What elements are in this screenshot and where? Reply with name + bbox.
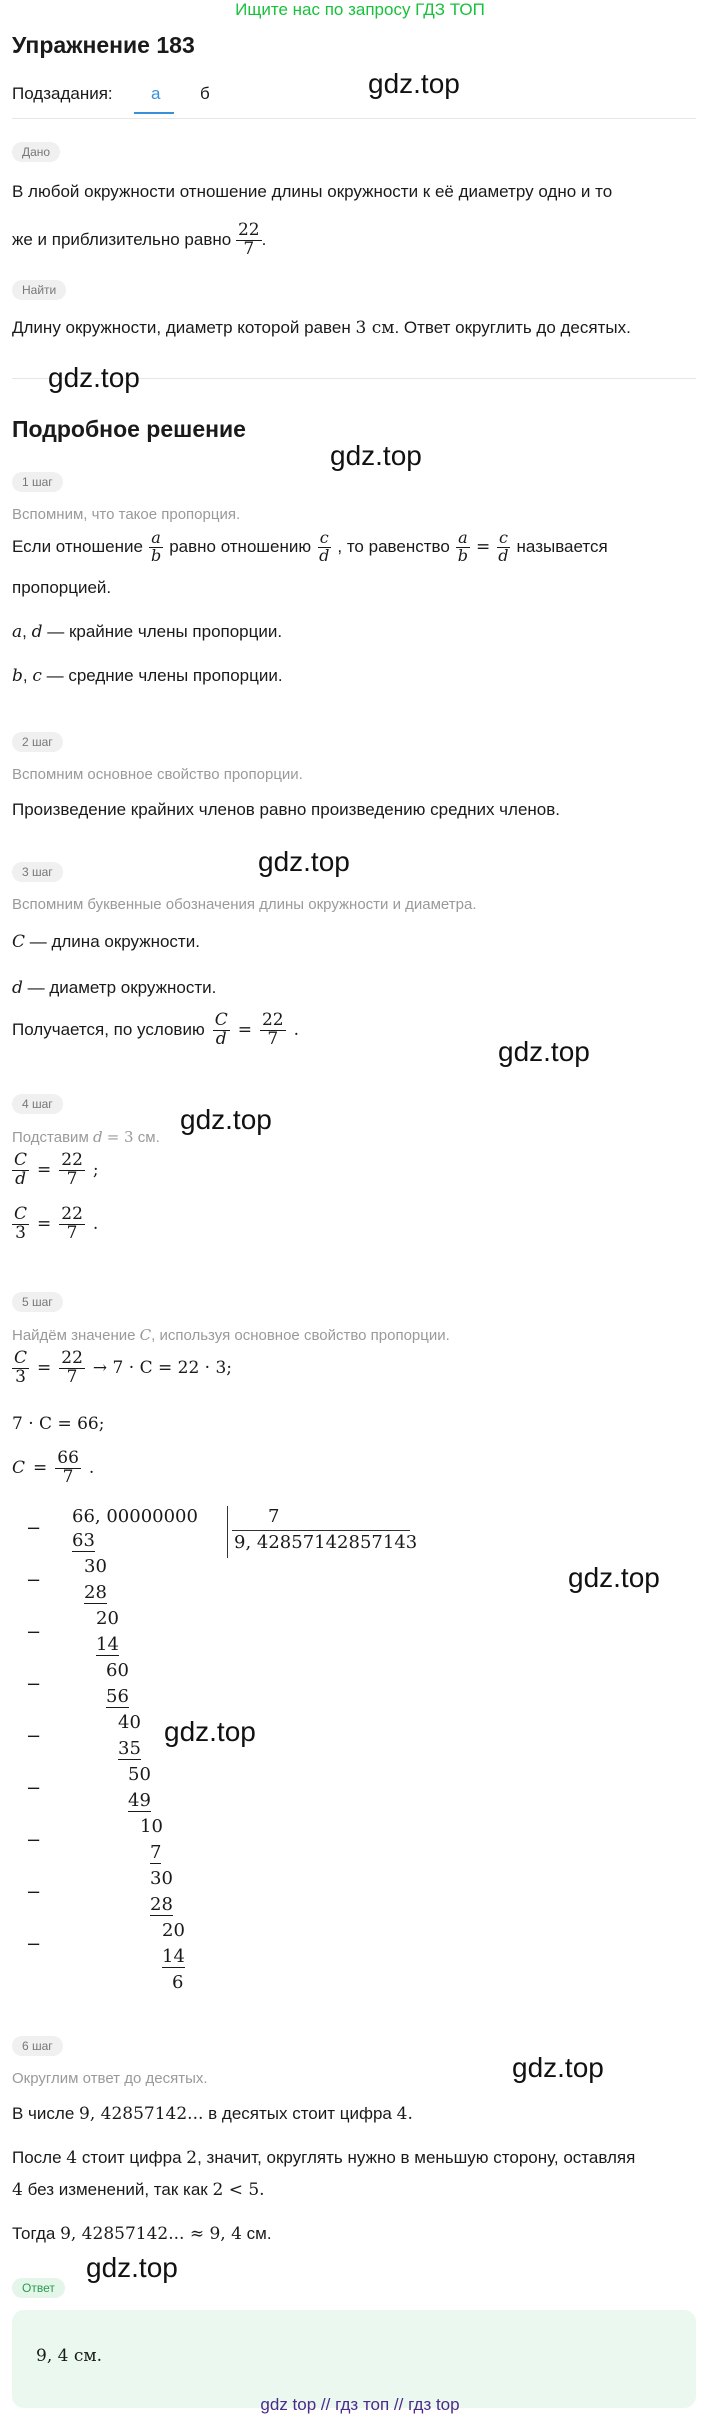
given-text-line2: же и приблизительно равно $\frac{22}{7}$ . [12, 220, 267, 259]
watermark: gdz.top [498, 1036, 590, 1067]
step-2-badge: 2 шаг [12, 732, 63, 752]
watermark: gdz.top [368, 68, 460, 99]
division-divisor: 7 [268, 1506, 280, 1527]
division-minus: − [26, 1570, 42, 1591]
division-quotient: 9, 42857142857143 [234, 1532, 418, 1553]
answer-badge: Ответ [12, 2278, 65, 2298]
division-minus: − [26, 1622, 42, 1643]
division-subtrahend: 14 [96, 1634, 119, 1655]
step-4-hint: Подставим d = 3 см. [12, 1128, 160, 1146]
division-subtrahend: 7 [150, 1842, 162, 1863]
division-subtrahend: 35 [118, 1738, 141, 1759]
subtasks-label: Подзадания: [12, 84, 113, 103]
promo-banner[interactable]: Ищите нас по запросу ГДЗ ТОП [235, 0, 485, 19]
answer-text: 9, 4 см. [36, 2346, 102, 2366]
watermark: gdz.top [568, 1562, 660, 1593]
step-3-c-def: C — длина окружности. [12, 932, 200, 952]
watermark: gdz.top [48, 362, 140, 393]
step-2-hint: Вспомним основное свойство пропорции. [12, 766, 303, 783]
step-3-d-def: d — диаметр окружности. [12, 978, 217, 998]
step-4-eq2: $\frac{C}{3}$ = $\frac{22}{7}$ . [14, 1204, 99, 1243]
division-minus: − [26, 1674, 42, 1695]
division-subtrahend: 14 [162, 1946, 185, 1967]
watermark: gdz.top [258, 846, 350, 877]
step-6-badge: 6 шаг [12, 2036, 63, 2056]
division-subtrahend: 28 [84, 1582, 107, 1603]
division-subtrahend: 56 [106, 1686, 129, 1707]
division-minus: − [26, 1830, 42, 1851]
step-4-badge: 4 шаг [12, 1094, 63, 1114]
division-remainder: 20 [96, 1608, 119, 1629]
step-1-proportion-word: пропорцией. [12, 578, 112, 597]
division-remainder: 30 [84, 1556, 107, 1577]
step-1-proportion-def: Если отношение $\frac{a}{b}$ равно отношению $\frac{c}{d}$ , то равенство $\frac{a}{b}$ = $\frac{c}{d}$ называется [12, 528, 608, 565]
footer-links[interactable]: gdz top // гдз топ // гдз top [260, 2395, 460, 2414]
step-6-line4: Тогда 9, 42857142... ≈ 9, 4 см. [12, 2224, 272, 2244]
division-bar [227, 1506, 228, 1558]
step-5-eq2: 7 · C = 66; [12, 1414, 105, 1434]
division-remainder: 10 [140, 1816, 163, 1837]
division-subtrahend: 63 [72, 1530, 95, 1551]
step-1-extremes: a, d — крайние члены пропорции. [12, 622, 283, 642]
watermark: gdz.top [86, 2252, 178, 2283]
page-title: Упражнение 183 [12, 32, 195, 58]
division-minus: − [26, 1726, 42, 1747]
step-3-condition: Получается, по условию $\frac{C}{d}$ = $\frac{22}{7}$ . [12, 1010, 300, 1049]
step-5-eq1: $\frac{C}{3}$ = $\frac{22}{7}$ → 7 · C = 22 · 3; [14, 1348, 233, 1387]
find-badge: Найти [12, 280, 66, 300]
step-3-hint: Вспомним буквенные обозначения длины окружности и диаметра. [12, 896, 477, 913]
step-1-means: b, c — средние члены пропорции. [12, 666, 283, 686]
step-3-badge: 3 шаг [12, 862, 63, 882]
step-1-hint: Вспомним, что такое пропорция. [12, 506, 241, 523]
division-subtrahend: 49 [128, 1790, 151, 1811]
step-5-eq3: C = $\frac{66}{7}$ . [12, 1448, 95, 1487]
division-minus: − [26, 1518, 42, 1539]
division-subtrahend: 28 [150, 1894, 173, 1915]
watermark: gdz.top [164, 1716, 256, 1747]
division-minus: − [26, 1882, 42, 1903]
division-quotient-line [232, 1530, 410, 1531]
answer-box [12, 2310, 696, 2408]
step-5-badge: 5 шаг [12, 1292, 63, 1312]
step-6-line2: После 4 стоит цифра 2, значит, округлять нужно в меньшую сторону, оставляя [12, 2148, 636, 2168]
step-6-line3: 4 без изменений, так как 2 < 5. [12, 2180, 265, 2200]
watermark: gdz.top [512, 2052, 604, 2083]
division-dividend: 66, 00000000 [72, 1506, 198, 1527]
division-remainder: 50 [128, 1764, 151, 1785]
step-2-text: Произведение крайних членов равно произведению средних членов. [12, 800, 561, 819]
division-remainder: 40 [118, 1712, 141, 1733]
division-minus: − [26, 1934, 42, 1955]
step-6-line1: В числе 9, 42857142... в десятых стоит цифра 4. [12, 2104, 413, 2124]
watermark: gdz.top [180, 1104, 272, 1135]
step-5-hint: Найдём значение C, используя основное свойство пропорции. [12, 1326, 450, 1344]
given-badge: Дано [12, 142, 60, 162]
division-minus: − [26, 1778, 42, 1799]
watermark: gdz.top [330, 440, 422, 471]
division-remainder: 30 [150, 1868, 173, 1889]
division-remainder: 6 [172, 1972, 184, 1993]
division-remainder: 20 [162, 1920, 185, 1941]
solution-title: Подробное решение [12, 416, 246, 442]
divider [12, 118, 696, 119]
step-6-hint: Округлим ответ до десятых. [12, 2070, 208, 2087]
find-text: Длину окружности, диаметр которой равен 3 см. Ответ округлить до десятых. [12, 318, 631, 338]
tab-a[interactable]: а [151, 84, 161, 103]
given-text-line1: В любой окружности отношение длины окружности к её диаметру одно и то [12, 182, 613, 201]
tab-b[interactable]: б [200, 84, 210, 103]
step-1-badge: 1 шаг [12, 472, 63, 492]
active-tab-indicator [134, 112, 174, 114]
step-4-eq1: $\frac{C}{d}$ = $\frac{22}{7}$ ; [14, 1150, 99, 1189]
division-remainder: 60 [106, 1660, 129, 1681]
